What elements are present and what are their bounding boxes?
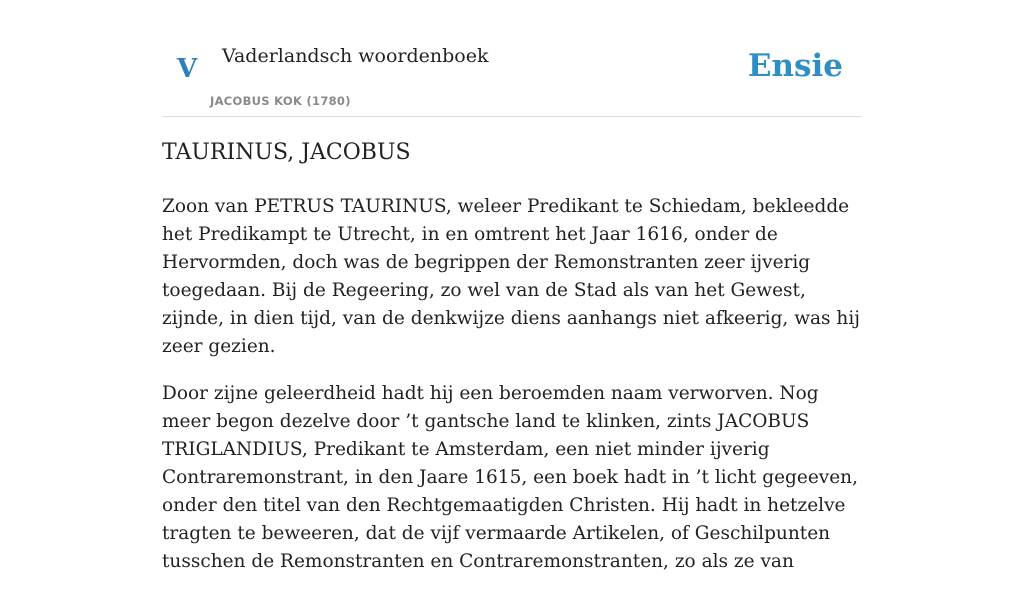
entry-title: TAURINUS, JACOBUS [162,140,411,165]
page [162,0,862,572]
book-letter-badge[interactable]: V [177,54,198,84]
entry-body [162,193,862,595]
header [162,0,862,117]
ensie-logo[interactable]: Ensie [747,48,843,84]
book-title-link[interactable]: Vaderlandsch woordenboek [222,45,489,67]
entry-paragraph: Door zijne geleerdheid hadt hij een beroemden naam verworven. Nog meer begon dezelve door ’t gantsche land te klinken, zints JACOBUS TRIGLANDIUS, Predikant te Amsterdam, een niet minder ijverig Contraremonstrant, in den Jaare 1615, een boek hadt in ’t licht gegeeven, onder den titel van den Rechtgemaatigden Christen. Hij hadt in hetzelve tragten te beweeren, dat de vijf vermaarde Artikelen, of Geschilpunten tusschen de Remonstranten en Contraremonstranten, zo als ze van [162,383,858,572]
book-author: JACOBUS KOK (1780) [210,94,351,108]
entry-paragraph: Zoon van PETRUS TAURINUS, weleer Predikant te Schiedam, bekleedde het Predikampt te Utrecht, in en omtrent het Jaar 1616, onder de Hervormden, doch was de begrippen der Remonstranten zeer ijverig toegedaan. Bij de Regeering, zo wel van de Stad als van het Gewest, zijnde, in dien tijd, van de denkwijze diens aanhangs niet afkeerig, was hij zeer gezien. [162,196,860,357]
